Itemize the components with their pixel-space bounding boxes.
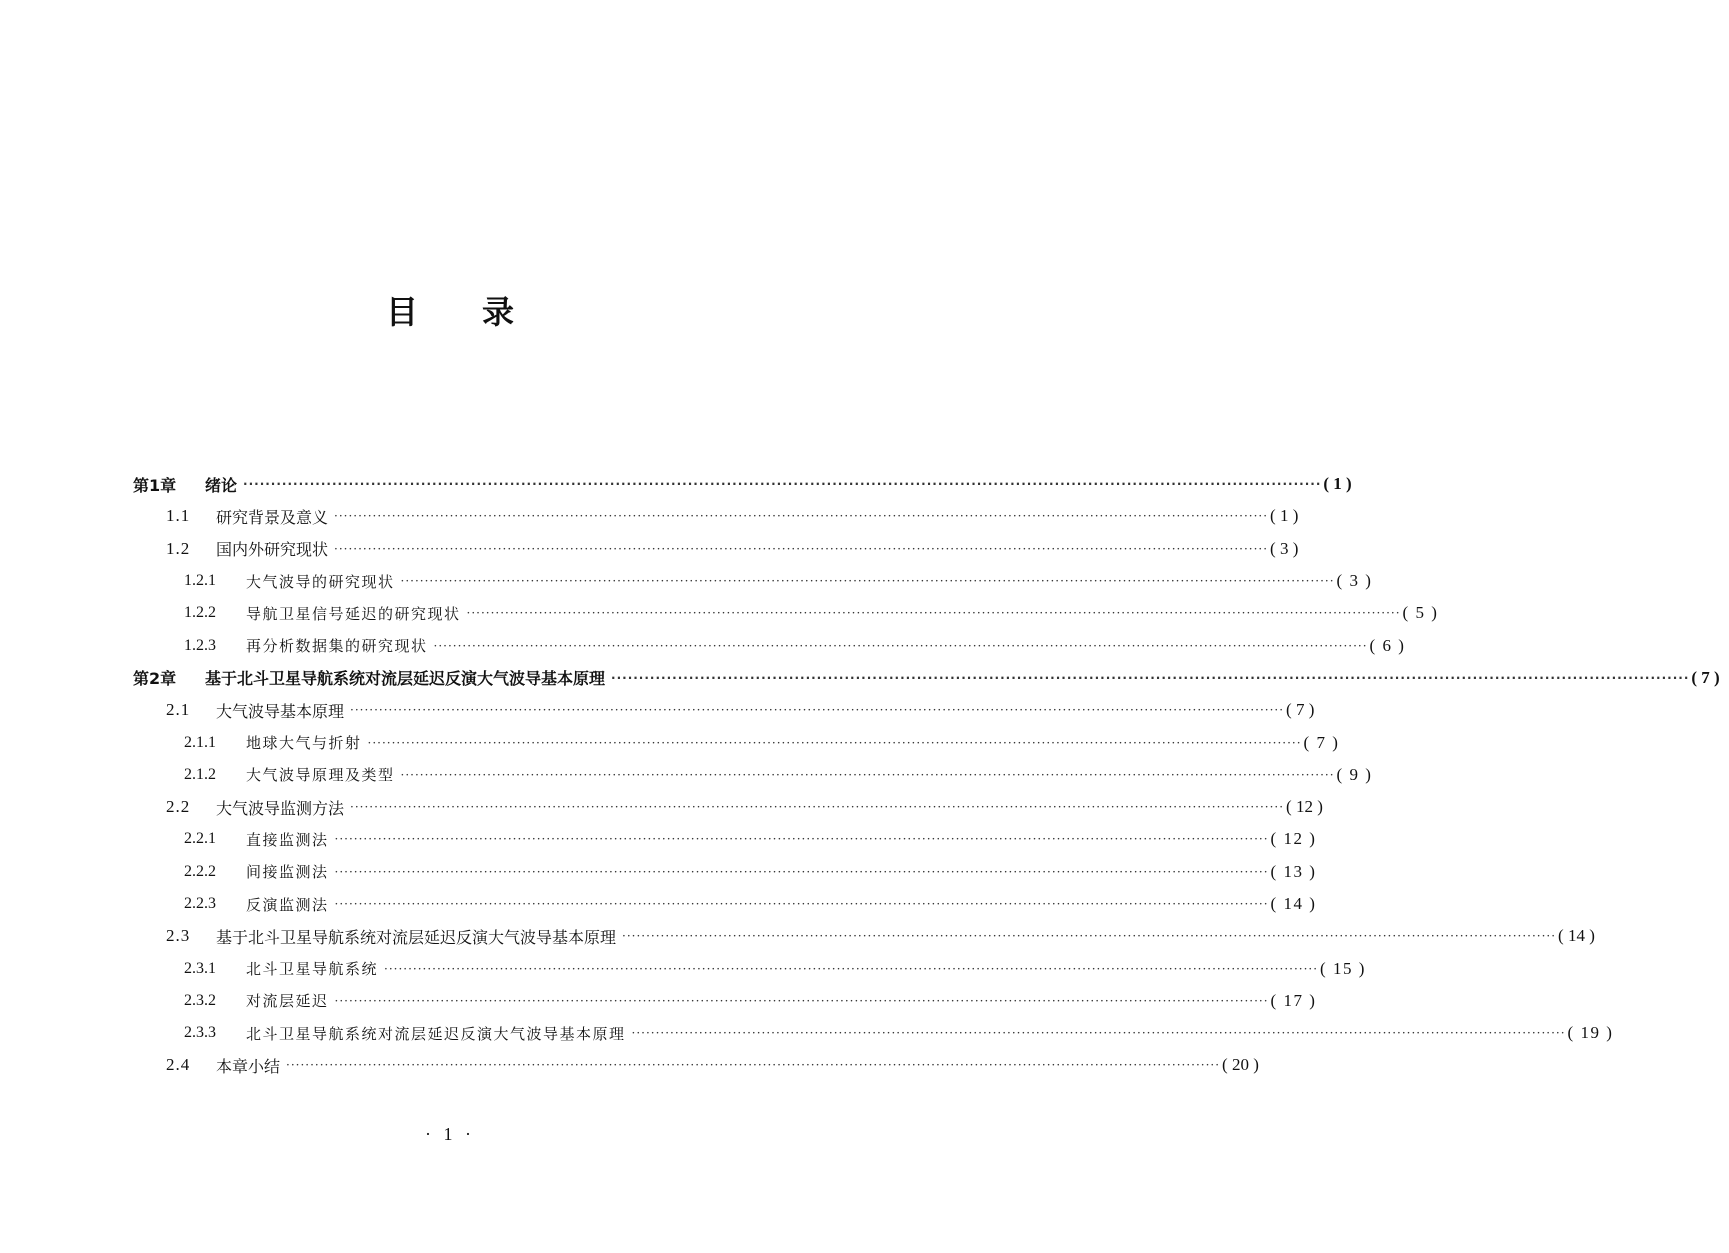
page-number: · 1 · — [425, 1124, 475, 1144]
toc-entry[interactable] — [0, 985, 1317, 1017]
toc-entry-page: ( 1 ) — [1323, 474, 1352, 494]
toc-entry-title: 再分析数据集的研究现状 — [246, 637, 428, 656]
dot-leader: ·································································································································································································· — [611, 670, 1690, 685]
table-of-contents — [0, 468, 1720, 1082]
toc-entry-page: ( 9 ) — [1336, 764, 1373, 784]
toc-entry[interactable] — [0, 597, 1439, 629]
toc-entry-number: 2.1.1 — [184, 733, 216, 751]
toc-entry[interactable] — [0, 920, 1595, 952]
dot-leader: ·································································································································································································· — [384, 961, 1319, 976]
toc-entry-page: ( 15 ) — [1320, 958, 1366, 978]
toc-entry-title: 北斗卫星导航系统对流层延迟反演大气波导基本原理 — [246, 1024, 626, 1043]
toc-entry[interactable] — [0, 759, 1373, 791]
toc-entry[interactable] — [0, 565, 1373, 597]
toc-entry-page: ( 1 ) — [1270, 506, 1299, 526]
toc-entry-number: 2.2.2 — [184, 862, 216, 880]
toc-entry-number: 2.3 — [166, 926, 191, 946]
dot-leader: ·································································································································································································· — [466, 606, 1401, 621]
toc-entry-page: ( 19 ) — [1567, 1023, 1614, 1043]
dot-leader: ·································································································································································································· — [350, 703, 1285, 718]
dot-leader: ·································································································································································································· — [350, 800, 1285, 815]
toc-entry-page: ( 6 ) — [1369, 635, 1406, 655]
toc-entry-title: 大气波导的研究现状 — [246, 572, 395, 591]
toc-entry[interactable] — [0, 952, 1366, 984]
toc-entry-number: 2.3.1 — [184, 959, 216, 977]
toc-entry-number: 1.2.2 — [184, 604, 216, 622]
toc-entry-title: 大气波导基本原理 — [216, 701, 345, 721]
toc-entry-page: ( 14 ) — [1558, 926, 1595, 946]
toc-entry-page: ( 20 ) — [1222, 1055, 1259, 1075]
toc-entry-number: 第2章 — [133, 669, 177, 689]
dot-leader: ·································································································································································································· — [631, 1026, 1566, 1041]
toc-entry[interactable] — [0, 823, 1317, 855]
toc-entry-title: 间接监测法 — [246, 863, 329, 882]
toc-entry-title: 基于北斗卫星导航系统对流层延迟反演大气波导基本原理 — [216, 927, 617, 947]
page-title: 目 录 — [385, 293, 514, 331]
dot-leader: ·································································································································································································· — [334, 864, 1269, 879]
dot-leader: ·································································································································································································· — [334, 509, 1269, 524]
toc-entry-title: 直接监测法 — [246, 830, 329, 849]
toc-entry-page: ( 14 ) — [1270, 894, 1317, 913]
toc-entry-page: ( 13 ) — [1270, 861, 1317, 881]
toc-entry-number: 1.2.3 — [184, 636, 216, 654]
toc-entry-number: 2.3.3 — [184, 1024, 216, 1042]
toc-entry-title: 对流层延迟 — [246, 992, 329, 1011]
toc-entry[interactable] — [0, 888, 1317, 920]
dot-leader: ·································································································································································································· — [286, 1058, 1221, 1073]
toc-entry-title: 本章小结 — [216, 1056, 281, 1076]
toc-entry-page: ( 5 ) — [1402, 603, 1439, 623]
toc-entry[interactable] — [0, 533, 1299, 565]
toc-entry[interactable] — [0, 629, 1406, 661]
toc-entry-number: 2.2.3 — [184, 895, 216, 912]
toc-entry-page: ( 12 ) — [1286, 797, 1323, 817]
dot-leader: ·································································································································································································· — [334, 541, 1269, 556]
toc-entry[interactable] — [0, 1049, 1259, 1081]
toc-entry[interactable] — [0, 694, 1315, 726]
toc-entry-number: 第1章 — [133, 475, 177, 495]
dot-leader: ·································································································································································································· — [367, 735, 1302, 750]
toc-entry-page: ( 3 ) — [1336, 571, 1373, 591]
toc-entry-page: ( 12 ) — [1270, 829, 1317, 849]
toc-entry-title: 研究背景及意义 — [216, 507, 329, 527]
toc-entry[interactable] — [0, 500, 1299, 532]
toc-entry-title: 地球大气与折射 — [246, 734, 362, 753]
toc-entry-title: 反演监测法 — [246, 895, 329, 914]
toc-entry[interactable] — [0, 791, 1323, 823]
toc-entry-title: 大气波导原理及类型 — [246, 766, 395, 785]
toc-entry-title: 北斗卫星导航系统 — [246, 960, 379, 979]
toc-entry-page: ( 7 ) — [1286, 700, 1315, 720]
toc-entry[interactable] — [0, 662, 1720, 694]
dot-leader: ·································································································································································································· — [243, 477, 1322, 492]
toc-entry-title: 导航卫星信号延迟的研究现状 — [246, 604, 461, 623]
dot-leader: ·································································································································································································· — [334, 897, 1269, 911]
toc-entry-page: ( 7 ) — [1303, 732, 1340, 752]
toc-entry-number: 2.2 — [166, 797, 191, 817]
toc-entry-title: 大气波导监测方法 — [216, 798, 345, 818]
dot-leader: ·································································································································································································· — [400, 574, 1335, 589]
toc-entry[interactable] — [0, 726, 1340, 758]
toc-entry-number: 2.4 — [166, 1055, 191, 1075]
dot-leader: ·································································································································································································· — [400, 767, 1335, 782]
dot-leader: ·································································································································································································· — [622, 929, 1557, 944]
toc-entry-title: 国内外研究现状 — [216, 540, 329, 560]
toc-entry[interactable] — [0, 1017, 1614, 1049]
toc-entry-number: 1.1 — [166, 506, 191, 526]
toc-entry-title: 基于北斗卫星导航系统对流层延迟反演大气波导基本原理 — [205, 669, 606, 689]
dot-leader: ·································································································································································································· — [433, 638, 1368, 653]
toc-entry-page: ( 17 ) — [1270, 990, 1317, 1010]
toc-entry[interactable] — [0, 468, 1352, 500]
toc-entry-number: 1.2 — [166, 538, 191, 558]
toc-entry-number: 2.2.1 — [184, 830, 216, 848]
toc-entry-title: 绪论 — [205, 475, 238, 495]
toc-entry-page: ( 7 ) — [1691, 667, 1720, 687]
dot-leader: ·································································································································································································· — [334, 993, 1269, 1008]
toc-entry-number: 2.1 — [166, 700, 191, 720]
toc-entry-number: 1.2.1 — [184, 572, 216, 590]
toc-entry-number: 2.1.2 — [184, 765, 216, 783]
toc-entry-page: ( 3 ) — [1270, 538, 1299, 558]
toc-entry[interactable] — [0, 856, 1317, 888]
toc-entry-number: 2.3.2 — [184, 991, 216, 1009]
dot-leader: ·································································································································································································· — [334, 832, 1269, 847]
